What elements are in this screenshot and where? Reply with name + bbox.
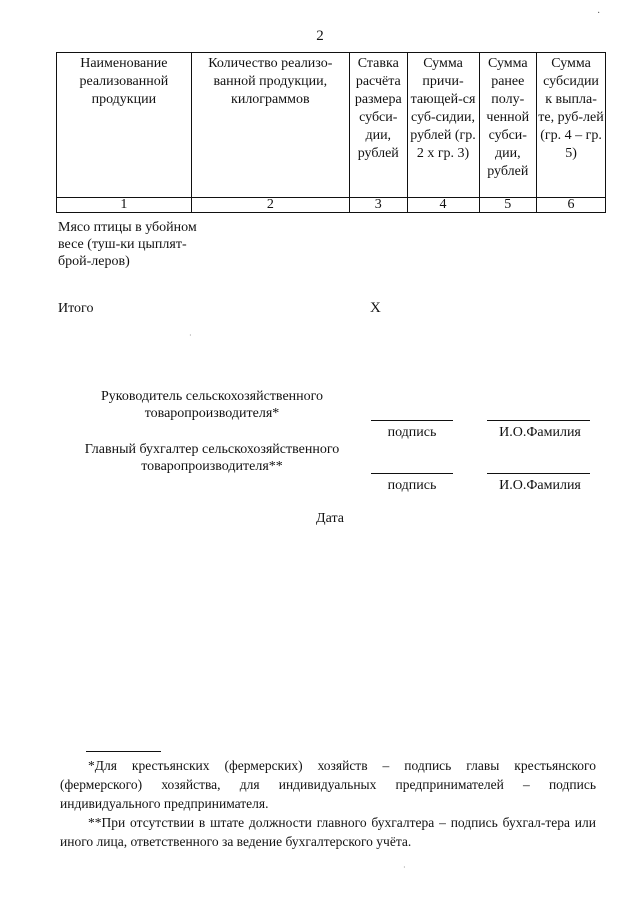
header-due-sum: Сумма причи-тающей-ся суб-сидии, рублей (гр. 2 х гр. 3) bbox=[407, 53, 479, 198]
footnotes bbox=[60, 756, 596, 851]
column-number: 2 bbox=[191, 198, 349, 213]
scan-dot-mark: · bbox=[189, 331, 192, 340]
accountant-signature-line bbox=[371, 473, 453, 474]
head-signature-label: Руководитель сельскохозяйственного товаропроизводителя* bbox=[100, 389, 324, 421]
header-quantity: Количество реализо-ванной продукции, килограммов bbox=[191, 53, 349, 198]
column-number: 5 bbox=[479, 198, 537, 213]
subsidy-table bbox=[56, 52, 606, 213]
header-rate: Ставка расчёта размера субси-дии, рублей bbox=[349, 53, 407, 198]
column-number: 1 bbox=[57, 198, 192, 213]
footnote-separator bbox=[86, 751, 161, 752]
head-signature-line bbox=[371, 420, 453, 421]
scan-dot-mark: · bbox=[403, 863, 406, 872]
accountant-signature-label: Главный бухгалтер сельскохозяйственного товаропроизводителя** bbox=[84, 442, 340, 474]
accountant-signature-caption: подпись bbox=[387, 478, 437, 493]
total-rate-mark: Х bbox=[370, 300, 381, 316]
table-header-row bbox=[57, 53, 606, 198]
page-number: 2 bbox=[316, 28, 324, 44]
head-name-caption: И.О.Фамилия bbox=[499, 425, 581, 440]
head-signature-caption: подпись bbox=[387, 425, 437, 440]
date-label: Дата bbox=[316, 511, 344, 526]
head-name-line bbox=[487, 420, 590, 421]
total-row-label: Итого bbox=[58, 301, 94, 316]
accountant-name-caption: И.О.Фамилия bbox=[499, 478, 581, 493]
header-received-sum: Сумма ранее полу-ченной субси-дии, рублей bbox=[479, 53, 537, 198]
accountant-name-line bbox=[487, 473, 590, 474]
table-column-numbers-row bbox=[57, 198, 606, 213]
column-number: 6 bbox=[537, 198, 606, 213]
column-number: 4 bbox=[407, 198, 479, 213]
column-number: 3 bbox=[349, 198, 407, 213]
footnote-accountant: **При отсутствии в штате должности главного бухгалтера – подпись бухгал-тера или иного лица, ответственного за ведение бухгалтерского учёта. bbox=[60, 815, 596, 849]
header-product-name: Наименование реализованной продукции bbox=[57, 53, 192, 198]
product-row-name: Мясо птицы в убойном весе (туш-ки цыплят-брой-леров) bbox=[58, 220, 197, 269]
header-payable-sum: Сумма субсидии к выпла-те, руб-лей (гр. 4 – гр. 5) bbox=[537, 53, 606, 198]
scan-dot-mark: · bbox=[597, 8, 601, 19]
footnote-farm: *Для крестьянских (фермерских) хозяйств – подпись главы крестьянского (фермерского) хозяйства, для индивидуальных предпринимателей – подпись индивидуального предпринимателя. bbox=[60, 758, 596, 811]
